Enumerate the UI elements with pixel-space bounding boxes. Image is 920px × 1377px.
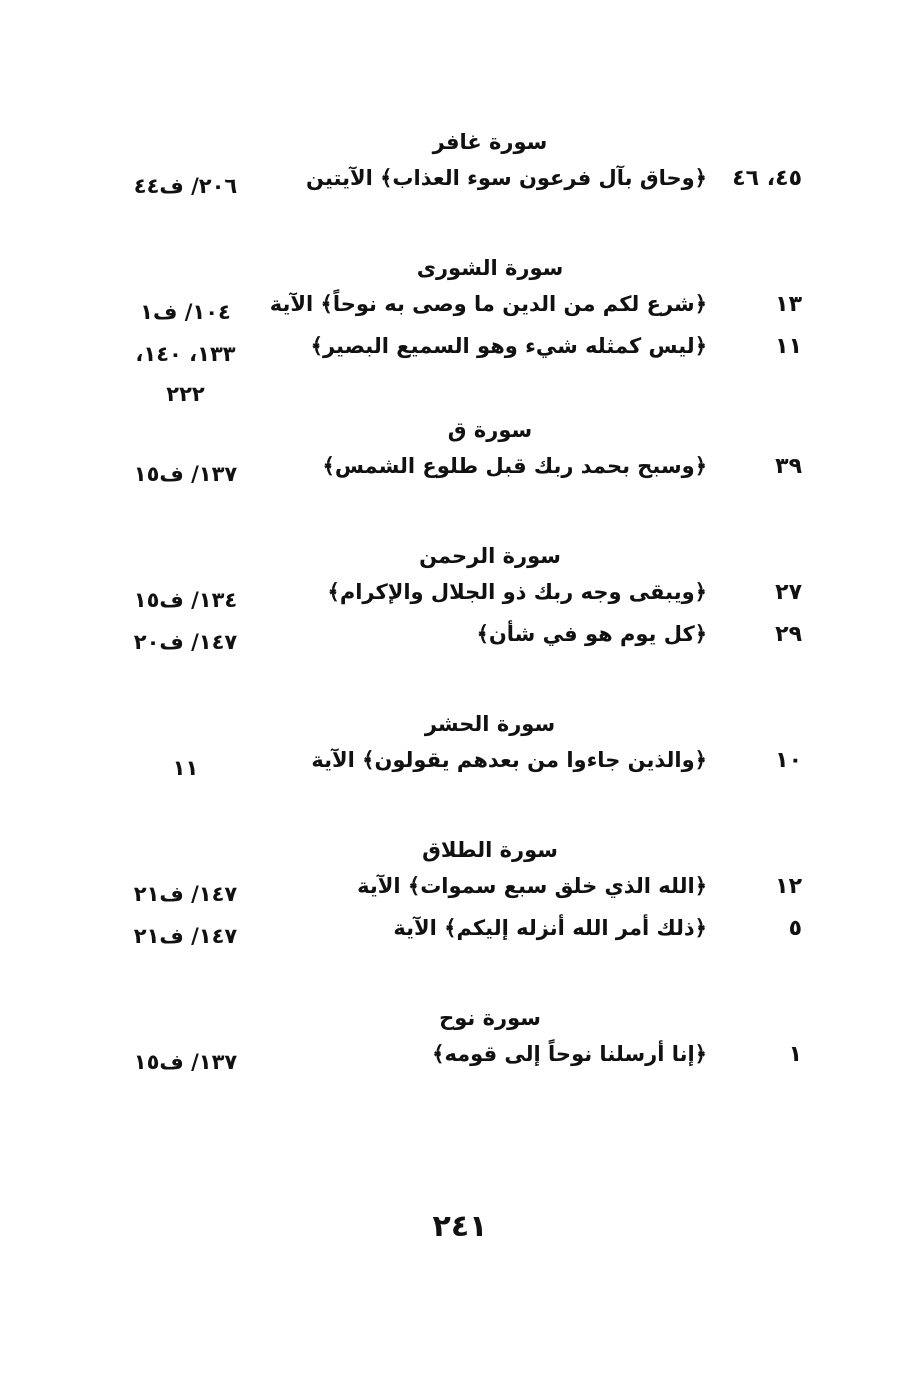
surah-title: سورة الطلاق xyxy=(422,838,558,862)
verse-row xyxy=(0,744,920,786)
surah-section-al-hashr xyxy=(0,708,920,786)
verse-text: ﴿وسبح بحمد ربك قبل طلوع الشمس﴾ xyxy=(322,454,707,478)
verse-reference: ١٣٤/ ف١٥ xyxy=(133,588,238,612)
verse-number: ١٣ xyxy=(775,292,802,317)
verse-reference: ١٤٧/ ف٢٠ xyxy=(133,630,238,654)
verse-number: ٢٩ xyxy=(775,622,802,647)
verse-reference: ١٣٣، ١٤٠، ٢٢٢ xyxy=(135,342,236,406)
verse-reference: ١٤٧/ ف٢١ xyxy=(133,924,238,948)
surah-section-ash-shura xyxy=(0,252,920,414)
surah-title: سورة ق xyxy=(447,418,533,442)
verse-row xyxy=(0,330,920,414)
verse-number: ١ xyxy=(788,1042,802,1067)
page-number: ٢٤١ xyxy=(432,1209,488,1244)
section-spacer xyxy=(0,492,920,540)
surah-section-ghafir xyxy=(0,126,920,204)
verse-reference: ٢٠٦/ ف٤٤ xyxy=(133,174,238,198)
section-spacer xyxy=(0,204,920,252)
verse-number: ١٠ xyxy=(775,748,802,773)
surah-section-ar-rahman xyxy=(0,540,920,660)
verse-number: ١١ xyxy=(775,334,802,359)
section-spacer xyxy=(0,954,920,1002)
surah-title: سورة الرحمن xyxy=(419,544,561,568)
verse-row xyxy=(0,576,920,618)
verse-row xyxy=(0,288,920,330)
verse-reference: ١١ xyxy=(172,756,199,780)
verse-text: ﴿كل يوم هو في شأن﴾ xyxy=(476,622,707,646)
section-spacer xyxy=(0,660,920,708)
verse-text: ﴿إنا أرسلنا نوحاً إلى قومه﴾ xyxy=(432,1042,707,1066)
verse-number: ٤٥، ٤٦ xyxy=(732,166,802,191)
verse-text: ﴿ذلك أمر الله أنزله إليكم﴾ الآية xyxy=(393,916,707,940)
verse-text: ﴿شرع لكم من الدين ما وصى به نوحاً﴾ الآية xyxy=(269,292,707,316)
surah-title: سورة نوح xyxy=(439,1006,541,1030)
verse-reference: ١٠٤/ ف١ xyxy=(140,300,231,324)
verse-reference: ١٣٧/ ف١٥ xyxy=(133,462,238,486)
verse-row xyxy=(0,1038,920,1080)
verse-number: ١٢ xyxy=(775,874,802,899)
verse-row xyxy=(0,912,920,954)
verse-row xyxy=(0,870,920,912)
surah-section-qaf xyxy=(0,414,920,492)
verse-text: ﴿ليس كمثله شيء وهو السميع البصير﴾ xyxy=(310,334,707,358)
surah-section-at-talaq xyxy=(0,834,920,954)
section-spacer xyxy=(0,786,920,834)
verse-reference: ١٣٧/ ف١٥ xyxy=(133,1050,238,1074)
verse-number: ٢٧ xyxy=(775,580,802,605)
verse-row xyxy=(0,618,920,660)
verse-row xyxy=(0,450,920,492)
verse-row xyxy=(0,162,920,204)
verse-text: ﴿وحاق بآل فرعون سوء العذاب﴾ الآيتين xyxy=(306,166,707,190)
surah-title: سورة الشورى xyxy=(416,256,564,280)
surah-section-nuh xyxy=(0,1002,920,1080)
surah-title: سورة غافر xyxy=(432,130,548,154)
verse-reference: ١٤٧/ ف٢١ xyxy=(133,882,238,906)
verse-text: ﴿ويبقى وجه ربك ذو الجلال والإكرام﴾ xyxy=(327,580,707,604)
verse-number: ٥ xyxy=(788,916,802,941)
surah-title: سورة الحشر xyxy=(424,712,556,736)
verse-text: ﴿الله الذي خلق سبع سموات﴾ الآية xyxy=(357,874,707,898)
verse-number: ٣٩ xyxy=(775,454,802,479)
verse-text: ﴿والذين جاءوا من بعدهم يقولون﴾ الآية xyxy=(311,748,707,772)
surah-index xyxy=(0,126,920,1080)
